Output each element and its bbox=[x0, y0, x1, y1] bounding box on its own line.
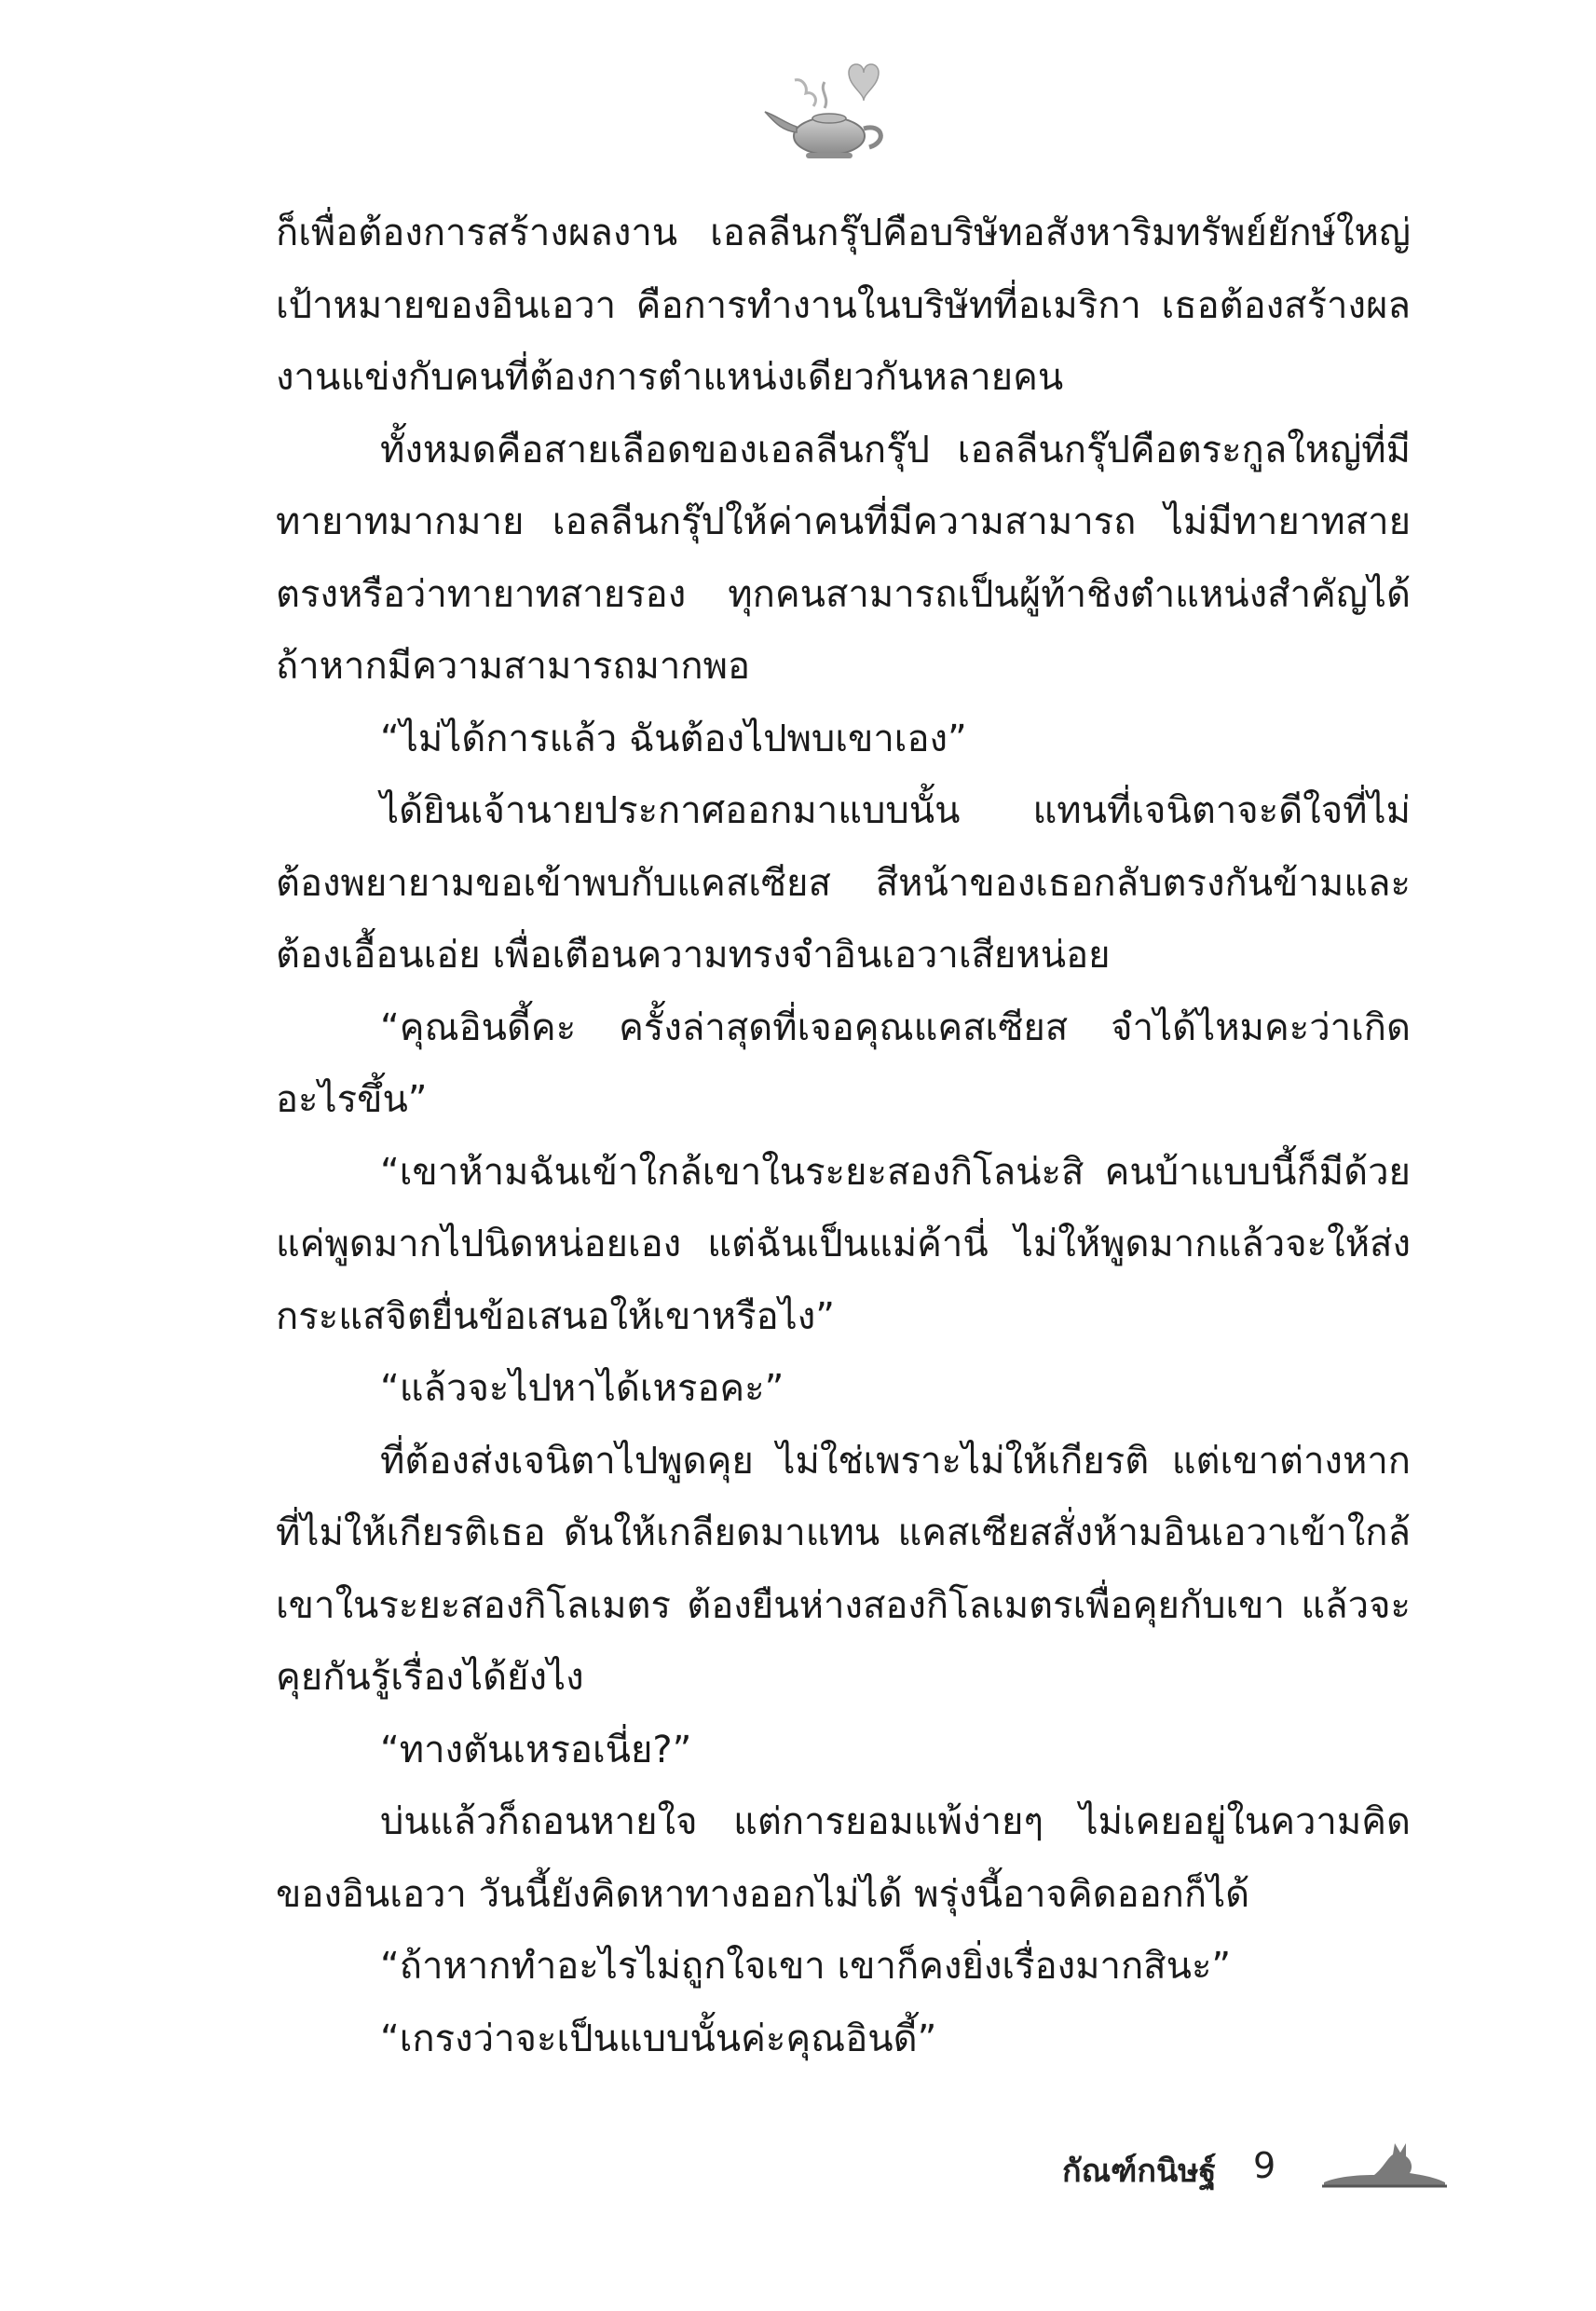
reclining-dog-icon bbox=[1318, 2136, 1449, 2192]
page-footer bbox=[1062, 2136, 1453, 2201]
paragraph: “ถ้าหากทำอะไรไม่ถูกใจเขา เขาก็คงยิ่งเรื่องมากสินะ” bbox=[380, 1945, 1232, 1988]
paragraph: บ่นแล้วก็ถอนหายใจ แต่การยอมแพ้ง่ายๆ ไม่เคยอยู่ในความคิดของอินเอวา วันนี้ยังคิดหาทางออกไม่ได้ พรุ่งนี้อาจคิดออกก็ได้ bbox=[276, 1800, 1411, 1916]
paragraph: ได้ยินเจ้านายประกาศออกมาแบบนั้น แทนที่เจนิตาจะดีใจที่ไม่ต้องพยายามขอเข้าพบกับแคสเซียส สีหน้าของเธอกลับตรงกันข้ามและต้องเอื้อนเอ่ย เพื่อเตือนความทรงจำอินเอวาเสียหน่อย bbox=[276, 789, 1411, 977]
paragraph: “ไม่ได้การแล้ว ฉันต้องไปพบเขาเอง” bbox=[380, 717, 967, 760]
paragraph: “ทางตันเหรอเนี่ย?” bbox=[380, 1728, 692, 1771]
paragraph: “เขาห้ามฉันเข้าใกล้เขาในระยะสองกิโลน่ะสิ คนบ้าแบบนี้ก็มีด้วยแค่พูดมากไปนิดหน่อยเอง แต่ฉันเป็นแม่ค้านี่ ไม่ให้พูดมากแล้วจะให้ส่งกระแสจิตยื่นข้อเสนอให้เขาหรือไง” bbox=[276, 1150, 1411, 1338]
book-title: กัณฑ์กนิษฐ์ bbox=[1062, 2153, 1217, 2190]
paragraph: “เกรงว่าจะเป็นแบบนั้นค่ะคุณอินดี้” bbox=[380, 2017, 937, 2060]
page-number: 9 bbox=[1253, 2145, 1276, 2186]
chapter-body-text bbox=[276, 198, 1411, 2075]
teapot-with-heart-icon bbox=[759, 54, 899, 166]
paragraph: ก็เพื่อต้องการสร้างผลงาน เอลลีนกรุ๊ปคือบริษัทอสังหาริมทรัพย์ยักษ์ใหญ่ เป้าหมายของอินเอวา คือการทำงานในบริษัทที่อเมริกา เธอต้องสร้างผลงานแข่งกับคนที่ต้องการตำแหน่งเดียวกันหลายคน bbox=[276, 212, 1411, 399]
paragraph: “แล้วจะไปหาได้เหรอคะ” bbox=[380, 1367, 784, 1410]
paragraph: ทั้งหมดคือสายเลือดของเอลลีนกรุ๊ป เอลลีนกรุ๊ปคือตระกูลใหญ่ที่มีทายาทมากมาย เอลลีนกรุ๊ปให้ค่าคนที่มีความสามารถ ไม่มีทายาทสายตรงหรือว่าทายาทสายรอง ทุกคนสามารถเป็นผู้ท้าชิงตำแหน่งสำคัญได้ ถ้าหากมีความสามารถมากพอ bbox=[276, 428, 1411, 688]
paragraph: “คุณอินดี้คะ ครั้งล่าสุดที่เจอคุณแคสเซียส จำได้ไหมคะว่าเกิดอะไรขึ้น” bbox=[276, 1005, 1411, 1121]
paragraph: ที่ต้องส่งเจนิตาไปพูดคุย ไม่ใช่เพราะไม่ให้เกียรติ แต่เขาต่างหากที่ไม่ให้เกียรติเธอ ดันให้เกลียดมาแทน แคสเซียสสั่งห้ามอินเอวาเข้าใกล้เขาในระยะสองกิโลเมตร ต้องยืนห่างสองกิโลเมตรเพื่อคุยกับเขา แล้วจะคุยกันรู้เรื่องได้ยังไง bbox=[276, 1439, 1411, 1699]
